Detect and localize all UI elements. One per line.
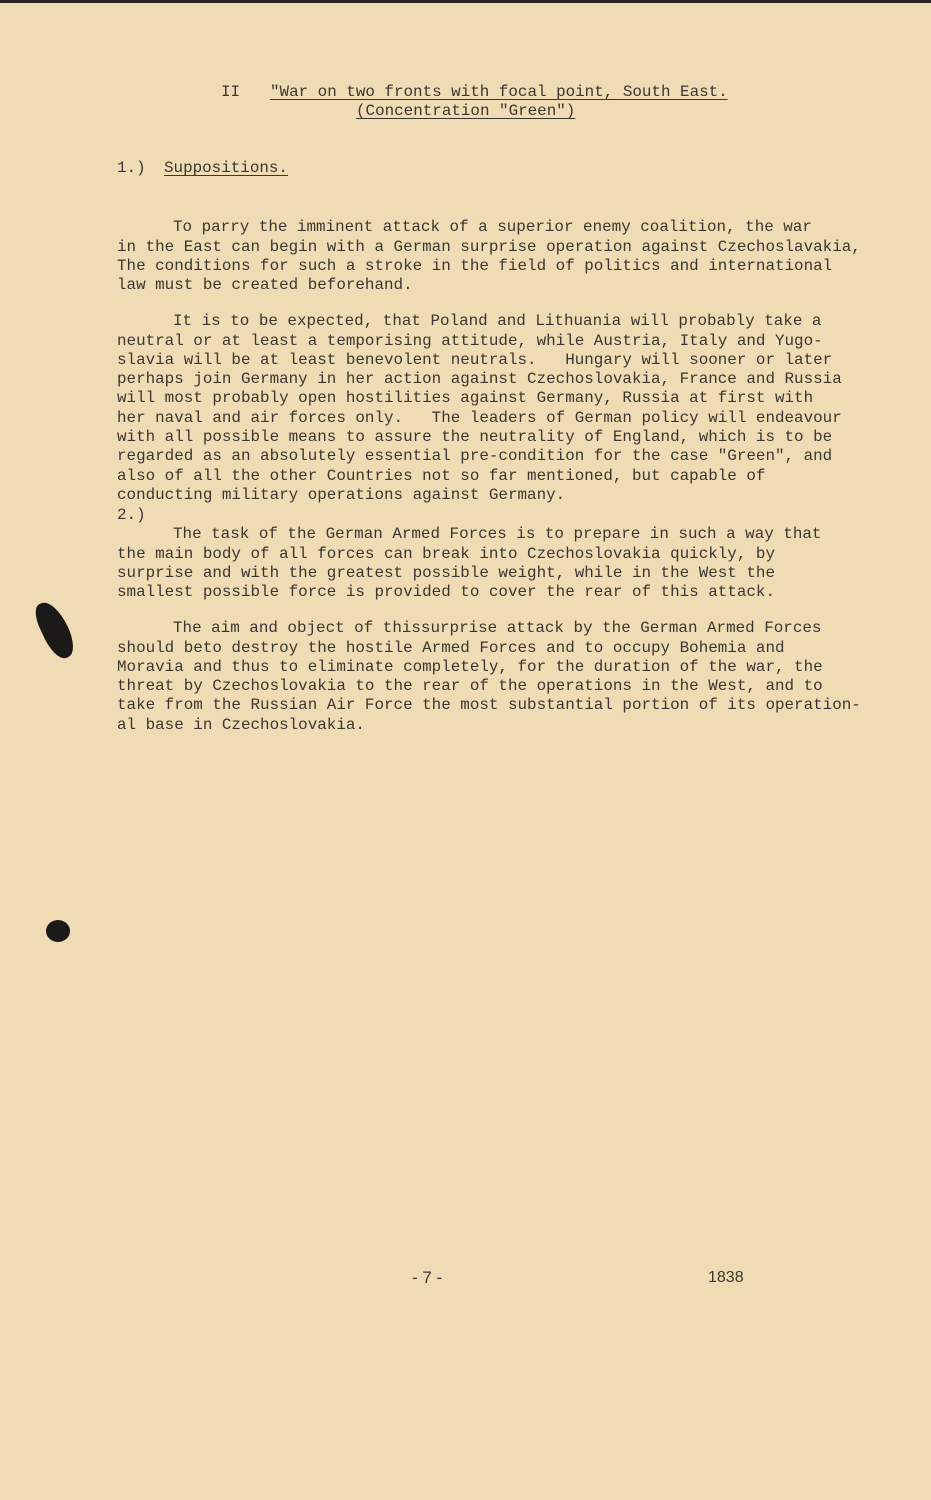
text-line: should beto destroy the hostile Armed Forces and to occupy Bohemia and — [117, 638, 785, 657]
text-line: It is to be expected, that Poland and Lithuania will probably take a — [173, 312, 822, 331]
text-line: The task of the German Armed Forces is to prepare in such a way that — [173, 525, 822, 544]
text-line: threat by Czechoslovakia to the rear of the operations in the West, and to — [117, 677, 823, 696]
text-line: The aim and object of thissurprise attack by the German Armed Forces — [173, 619, 822, 638]
section1-title: Suppositions. — [164, 159, 288, 177]
text-line: neutral or at least a temporising attitude, while Austria, Italy and Yugo- — [117, 331, 823, 350]
page-number: - 7 - — [412, 1268, 443, 1287]
text-line: al base in Czechoslovakia. — [117, 715, 365, 734]
text-line: The conditions for such a stroke in the field of politics and international — [117, 256, 833, 275]
text-line: smallest possible force is provided to cover the rear of this attack. — [117, 583, 775, 602]
text-line: also of all the other Countries not so far mentioned, but capable of — [117, 466, 766, 485]
text-line: slavia will be at least benevolent neutrals. Hungary will sooner or later — [117, 350, 833, 369]
text-line: regarded as an absolutely essential pre-condition for the case "Green", and — [117, 447, 833, 466]
text-line: take from the Russian Air Force the most substantial portion of its operation- — [117, 696, 861, 715]
section-number: II — [221, 83, 241, 101]
text-line: law must be created beforehand. — [117, 276, 413, 295]
text-line: her naval and air forces only. The leaders of German policy will endeavour — [117, 408, 842, 427]
document-number: 1838 — [708, 1269, 744, 1286]
ink-blot — [31, 597, 80, 662]
text-line: the main body of all forces can break into Czechoslovakia quickly, by — [117, 544, 775, 563]
scan-edge — [0, 0, 931, 3]
section1-paragraph2 — [117, 293, 842, 525]
document-subtitle: (Concentration "Green") — [356, 102, 576, 120]
ink-blot — [46, 920, 70, 942]
text-line: with all possible means to assure the neutrality of England, which is to be — [117, 428, 833, 447]
text-line: will most probably open hostilities against Germany, Russia at first with — [117, 389, 814, 408]
text-line: in the East can begin with a German surprise operation against Czechoslavakia, — [117, 237, 861, 256]
document-title: "War on two fronts with focal point, South East. — [270, 83, 728, 101]
text-line: perhaps join Germany in her action against Czechoslovakia, France and Russia — [117, 370, 842, 389]
text-line: To parry the imminent attack of a superior enemy coalition, the war — [173, 218, 812, 237]
text-line: Moravia and thus to eliminate completely, for the duration of the war, the — [117, 657, 823, 676]
section2-paragraph2 — [117, 600, 861, 754]
text-line: surprise and with the greatest possible weight, while in the West the — [117, 563, 775, 582]
text-line: conducting military operations against Germany. — [117, 485, 566, 504]
section1-number: 1.) — [117, 159, 146, 177]
section2-number: 2.) — [117, 506, 146, 524]
